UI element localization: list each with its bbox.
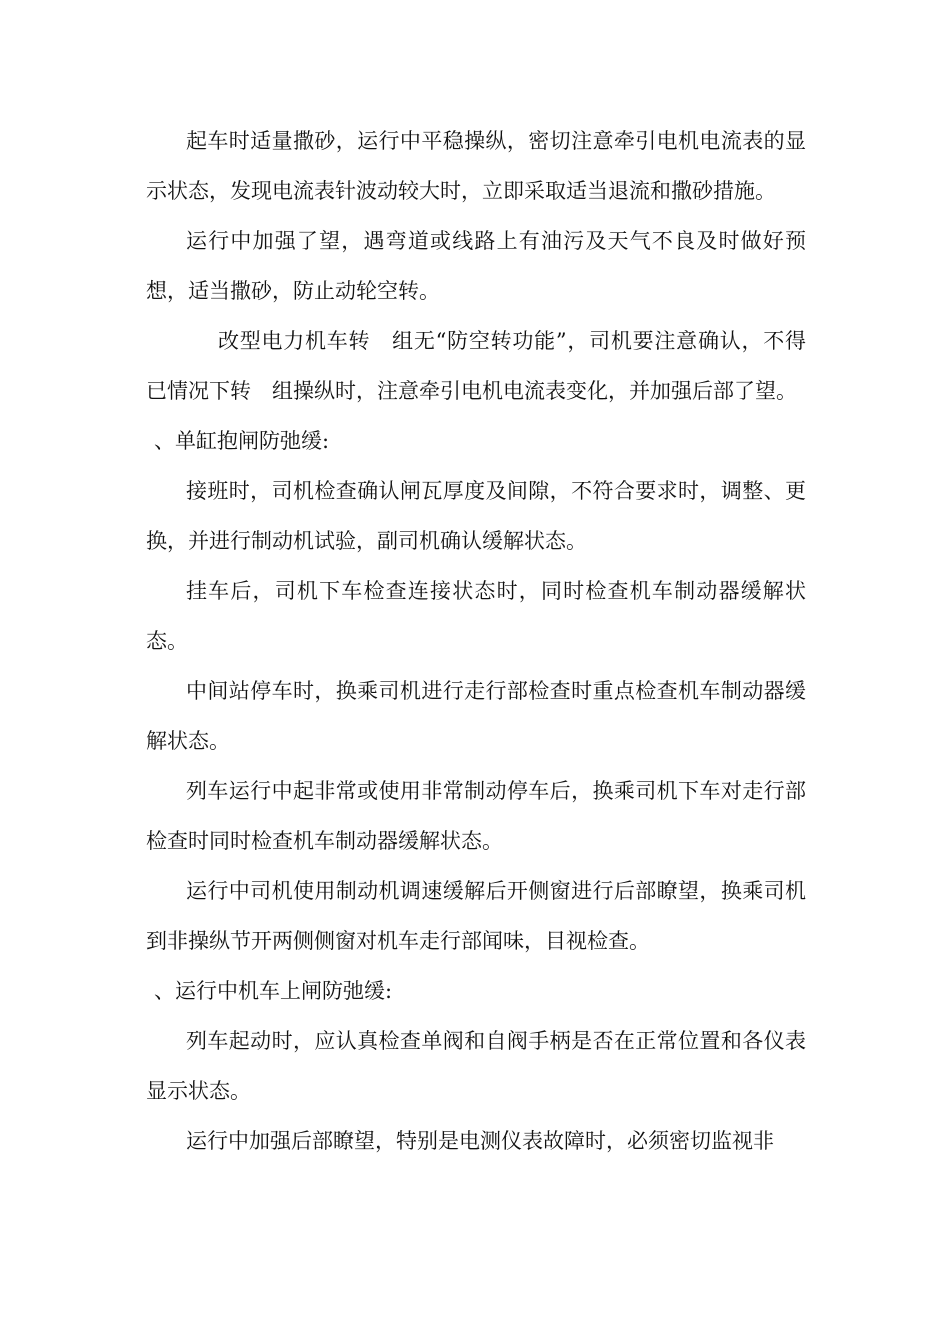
paragraph-intermediate-station-check: 中间站停车时，换乘司机进行走行部检查时重点检查机车制动器缓解状态。 [146, 679, 806, 753]
paragraph-bogie-anti-slip: 改型电力机车转 组无“防空转功能”，司机要注意确认，不得已情况下转 组操纵时，注意牵引电机电流表变化，并加强后部了望。 [146, 329, 806, 403]
paragraph-rear-lookout: 运行中加强后部瞭望，特别是电测仪表故障时，必须密切监视非 [186, 1129, 774, 1153]
paragraph-shift-handover-check: 接班时，司机检查确认闸瓦厚度及间隙，不符合要求时，调整、更换，并进行制动机试验，副司机确认缓解状态。 [146, 479, 806, 553]
paragraph-lookout-curves: 运行中加强了望，遇弯道或线路上有油污及天气不良及时做好预想，适当撒砂，防止动轮空转。 [146, 229, 806, 303]
section-heading-running-brake: 、运行中机车上闸防弛缓: [154, 979, 393, 1003]
section-heading-single-cylinder-brake: 、单缸抱闸防弛缓: [154, 429, 330, 453]
paragraph-emergency-stop-check: 列车运行中起非常或使用非常制动停车后，换乘司机下车对走行部检查时同时检查机车制动器缓解状态。 [146, 779, 806, 853]
paragraph-sanding-operation: 起车时适量撒砂，运行中平稳操纵，密切注意牵引电机电流表的显示状态，发现电流表针波动较大时，立即采取适当退流和撒砂措施。 [146, 129, 806, 203]
paragraph-running-lookout-check: 运行中司机使用制动机调速缓解后开侧窗进行后部瞭望，换乘司机到非操纵节开两侧侧窗对机车走行部闻味，目视检查。 [146, 879, 806, 953]
paragraph-train-start-check: 列车起动时，应认真检查单阀和自阀手柄是否在正常位置和各仪表显示状态。 [146, 1029, 806, 1103]
document-body [146, 116, 806, 1166]
paragraph-after-coupling-check: 挂车后，司机下车检查连接状态时，同时检查机车制动器缓解状态。 [146, 579, 806, 653]
